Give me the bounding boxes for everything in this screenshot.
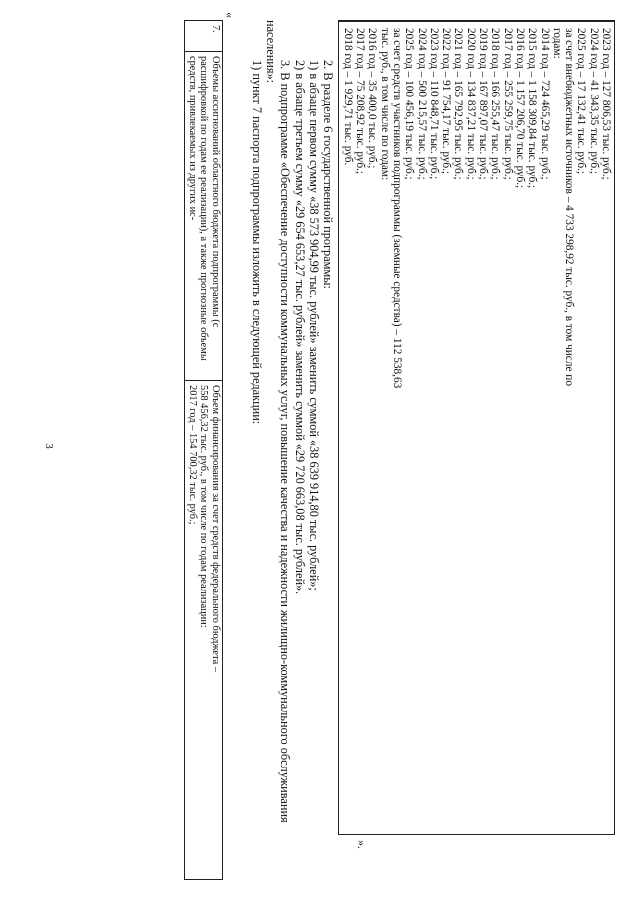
table-line: за счет средств участников подпрограммы (заемные средства) – 112 538,63 xyxy=(390,28,403,389)
paragraph: 1) пункт 7 паспорта подпрограммы изложить в следующей редакции: xyxy=(249,60,264,425)
row-value xyxy=(185,381,223,880)
table-line: 2016 год – 35 400,0 тыс. руб.; xyxy=(366,28,379,169)
value-line: 558 456,32 тыс. руб., в том числе по годам реализации: xyxy=(198,385,210,628)
funding-table-continuation xyxy=(338,20,615,835)
passport-table xyxy=(184,20,223,880)
table-line: за счет внебюджетных источников – 4 733 298,92 тыс. руб., в том числе по xyxy=(563,28,576,386)
page-number: 3 xyxy=(42,443,55,449)
table-line: 2024 год – 41 343,35 тыс. руб.; xyxy=(587,28,600,175)
table-line: 2023 год – 110 848,71 тыс. руб.; xyxy=(427,28,440,180)
table-line: 2017 год – 75 208,92 тыс. руб.; xyxy=(354,28,367,175)
table-line: 2018 год – 1 929,71 тыс. руб. xyxy=(341,28,354,166)
table-line: 2025 год – 100 456,19 тыс. руб.; xyxy=(403,28,416,180)
table-line: 2025 год – 17 132,41 тыс. руб.; xyxy=(575,28,588,175)
table-line: 2018 год – 166 255,47 тыс. руб.; xyxy=(489,28,502,180)
closing-quote: ». xyxy=(355,840,369,849)
table-line: 2014 год – 724 465,29 тыс. руб.; xyxy=(538,28,551,180)
table-line: годам: xyxy=(550,28,563,59)
table-line: 2021 год – 165 792,95 тыс. руб.; xyxy=(452,28,465,180)
table-line: 2022 год – 91 754,17 тыс. руб.; xyxy=(440,28,453,175)
table-line: тыс. руб., в том числе по годам: xyxy=(378,28,391,181)
table-line: 2023 год – 127 806,53 тыс. руб.; xyxy=(600,28,612,180)
table-content-cell xyxy=(339,22,615,835)
paragraph: 1) в абзаце первом сумму «38 573 904,99 тыс. рублей» заменить суммой «38 639 914,80 тыс. рублей»; xyxy=(306,60,321,591)
rotated-sheet xyxy=(75,12,615,880)
amendment-text xyxy=(250,20,335,880)
paragraph: 3. В подпрограмме «Обеспечение доступности коммунальных услуг, повышение качества и надежности жилищно-коммунального обслуживания населения»: xyxy=(264,20,293,823)
paragraph: 2. В разделе 6 государственной программы: xyxy=(321,60,335,289)
row-label: Объемы ассигнований областного бюджета подпрограммы (с расшифровкой по годам ее реализации), а также прогнозные объемы средств, привлекаемых из других ис- xyxy=(185,52,223,381)
table-line: 2017 год – 255 259,75 тыс. руб.; xyxy=(501,28,514,180)
value-line: Объем финансирования за счет средств федерального бюджета – xyxy=(210,385,221,673)
table-line: 2019 год – 167 897,07 тыс. руб.; xyxy=(477,28,490,180)
table-line: 2015 год – 1 158 309,84 тыс. руб.; xyxy=(526,28,539,189)
opening-quote: « xyxy=(223,12,237,18)
table-line: 2024 год – 500 215,57 тыс. руб.; xyxy=(415,28,428,180)
paragraph: 2) в абзаце третьем сумму «29 654 653,27 тыс. рублей» заменить суммой «29 720 663,08 тыс. рублей». xyxy=(292,60,307,595)
table-line: 2016 год – 1 157 206,70 тыс. руб.; xyxy=(513,28,526,189)
row-number: 7. xyxy=(185,21,223,52)
table-line: 2020 год – 134 837,21 тыс. руб.; xyxy=(464,28,477,180)
value-line: 2017 год – 154 700,32 тыс. руб.; xyxy=(186,385,198,525)
